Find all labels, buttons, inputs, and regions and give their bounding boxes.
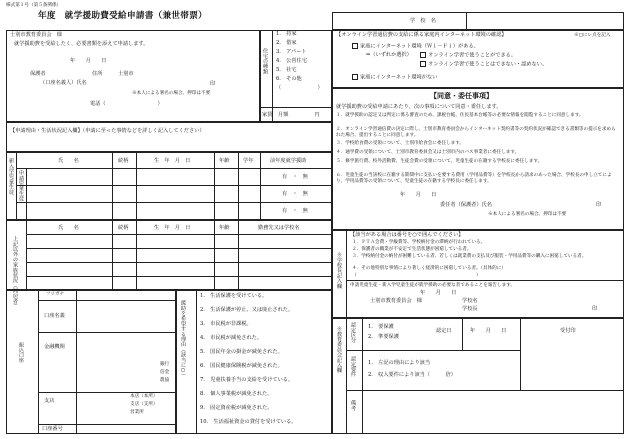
bank-type-1[interactable]: 銀行 xyxy=(160,362,170,367)
checkbox-icon xyxy=(420,52,426,58)
application-date: 年 月 日 xyxy=(70,58,107,64)
bank-institution-label: 金融機関 xyxy=(44,344,65,350)
board-kubun-label: 認定区分 xyxy=(350,322,356,343)
children-header-grade: 学年 xyxy=(243,158,254,164)
rent-label: 家賃 xyxy=(262,112,273,118)
delegator-seal: 印 xyxy=(596,202,602,208)
bank-kana-label: フリガナ xyxy=(46,292,65,297)
school-name-box xyxy=(332,12,624,30)
board-kubun-2[interactable]: 2. 準要保護 xyxy=(368,334,399,340)
household-header-name: 氏 名 xyxy=(58,225,79,231)
children-header-relation: 続柄 xyxy=(118,158,129,164)
address-value[interactable]: 士別市 xyxy=(118,71,134,77)
address-label: 住所 xyxy=(92,71,103,77)
household-header-birth: 生 年 月 日 xyxy=(154,225,191,231)
principal-recommend: 申請児童生徒・新入学児童生徒が就学援助の必要な者であることを報告します。 xyxy=(350,283,516,288)
children-row-label: 申請児童生徒 xyxy=(18,170,24,202)
consent-sign-note: ※本人による署名の場合、押印は不要 xyxy=(488,212,567,217)
household-side-label: 上記以外の家族状況（同居者） xyxy=(12,236,18,309)
board-youken-label: 認定要件 xyxy=(350,356,356,377)
online-mark-note: ※□にレ点を記入 xyxy=(574,33,611,38)
online-title: 【オンライン学習通信費の支給に係る家庭内インターネット環境の確認】 xyxy=(336,32,507,38)
children-side-label: 新入学児童生徒 xyxy=(8,158,14,195)
household-header-relation: 続柄 xyxy=(118,225,129,231)
checkbox-icon xyxy=(352,43,358,49)
consent-date[interactable]: 年 月 日 xyxy=(400,192,437,198)
online-option-1b[interactable]: オンライン学習で使うことはできない・認めない。 xyxy=(420,61,547,68)
reason-title: 【申請理由・生活状況記入欄】（申請に至った事情などを詳しく記入してください） xyxy=(10,128,205,134)
board-side-label: ※教育委員会記入欄 xyxy=(336,326,342,373)
branch-type-3[interactable]: 営業所 xyxy=(130,410,144,415)
household-header-age: 年齢 xyxy=(219,225,230,231)
branch-type-1[interactable]: 本店（本所） xyxy=(130,394,158,399)
bank-account-label: 口座番号 xyxy=(42,426,63,432)
aid-reasons-side-label: 援助を希望する理由（該当に○） xyxy=(180,300,186,379)
principal-addressee: 士別市教育委員会 様 xyxy=(370,298,422,304)
bank-branch-label: 支店 xyxy=(44,398,55,404)
board-youken-1[interactable]: 1. 左記の理由により該当 xyxy=(368,360,431,366)
guardian-sign-note: ※本人による署名の場合、押印は不要 xyxy=(132,91,211,96)
online-option-1a[interactable]: オンライン学習で使うことができる。 xyxy=(420,52,516,59)
bank-type-2[interactable]: 信金 xyxy=(160,370,170,375)
rent-field[interactable]: 月額 円 xyxy=(278,112,320,118)
children-header-prev-aid: 前年度就学援助 xyxy=(270,158,307,164)
board-receipt-stamp: 受付印 xyxy=(560,328,576,334)
guardian-seal: 印 xyxy=(210,81,216,87)
principal-school: 学校名 xyxy=(462,298,478,304)
children-row-3-aid[interactable]: 有 ・ 無 xyxy=(282,208,308,214)
principal-title: 【該当がある場合は番号を○で囲んでください】 xyxy=(350,232,464,238)
school-name-label: 学 校 名 xyxy=(410,18,436,24)
branch-type-2[interactable]: 支店（支所） xyxy=(130,402,158,407)
board-kubun-1[interactable]: 1. 要保護 xyxy=(368,324,394,330)
application-form: 様式第１号（第５条関係） 年度 就学援助費受給申請書（兼世帯票） 学 校 名 士別市教育委員会 様 就学援助費を受給したく、必要書類を添えて申請します。 年 月 日 保護者 住所 士別市 （口座名義人）氏名 印 ※本人による署名の場合、押印は不要 電話（ ） 住宅の種類 1. 持家 2. 借家 3. アパート 4. 公営住宅 5. 社宅 6. その他 （ ） 家賃 月額 円 【オンライン学習通信費の支給に係る家庭内インターネット環境の確認】 ※□にレ点を記入 家庭にインターネット環境（Ｗｉ－Ｆｉ）がある。 ⇒（いずれか選択） オンライン学習で使うことができる。 オンライン学習で使うことはできない・認めない。 家庭にインターネット環境がない 【同意・委任事項】 就学援助費の受給申請にあたり、次の事項について同意・委任します。 １．就学援助の認定又は判定に係る審査のため、課税台帳、住民基本台帳等の必要な情報を閲覧することに同意します。 ２．オンライン学習通信費の決定に際し、士別市教育委員会からインターネット契約書等の契約状況が確認できる書類等の提示を求められた場合、提出することに同意します。 ３．学校給食費の受領について、士別市給食会に委任します。 ４．通学費の受領について、士別市教育委員会又は士別市内のバス事業者に委任します。 ５．修学旅行費、校外活動費、生徒会費の受領について、児童生徒の在籍する学校長に委任します。 ６．児童生徒の当該校に在籍する期間中に支払いを要する費用（学用品費等）を学校長から請求のあった場合、学校長の申し立てにより、学用品費等の受領について、児童生徒の在籍する学校長に委任します。 年 月 日 委任者（保護者）氏名 印 ※本人による署名の場合、押印は不要 【申請理由・生活状況記入欄】（申請に至った事情などを詳しく記入してください） 新入学児童生徒 氏 名 続柄 生 年 月 日 年齢 学年 前年度就学援助 申請児童生徒 有 ・ 無 有 ・ 無 有 ・ 無 上記以外の家族状況（同居者） 氏 名 続柄 生 年 月 日 年齢 勤務先又は学校名 ※学校長記入欄 【該当がある場合は番号を○で囲んでください】 １．ＰＴＡ会費・学級費等、学校納付金の滞納が行われている。 ２．保護者の職業が不安定で生活状態が困窮している者。 ３．学校納付金の納付が困難している者、若しくは就業費の支払及び服装・学用品費等の購入に困窮している者。 ４．その他特別な事情により著しく経済的に困窮している者。（具体的に） （ ） 申請児童生徒・新入学児童生徒が就学援助の必要な者であることを報告します。 年 月 日 士別市教育委員会 様 学校名 学校長 印 振込口座 フリガナ 口座名義 金融機関 銀行 信金 農協 支店 本店（本所） 支店（支所） 営業所 口座番号 援助を希望する理由（該当に○） 1. 生活保護を受けている。 2. 生活保護が停止、又は廃止された。 3. 市民税が非課税。 4. 市民税が減免された。 5. 国民年金の掛金が減免された。 6. 国民健康保険税が減免された。 7. 児童扶養手当の支給を受けている。 8. 個人事業税が減免された。 9. 固定資産税が減免された。 10. 生活福祉資金の貸付を受けている。 ※教育委員会記入欄 認定区分 1. 要保護 2. 準要保護 認定日 年 月 日 受付印 認定要件 1. 左記の理由により該当 2. 収入要件により該当（ 倍） 備考 xyxy=(0,0,630,439)
housing-label: 住宅の種類 xyxy=(262,48,268,74)
consent-lead: 就学援助費の受給申請にあたり、次の事項について同意・委任します。 xyxy=(336,104,502,110)
guardian-name-label: （口座名義人）氏名 xyxy=(40,80,87,86)
children-header-age: 年齢 xyxy=(219,158,230,164)
bank-type-3[interactable]: 農協 xyxy=(160,378,170,383)
bank-side-label: 振込口座 xyxy=(18,342,24,363)
phone-field[interactable]: 電話（ ） xyxy=(90,101,163,107)
form-number: 様式第１号（第５条関係） xyxy=(6,3,62,8)
reason-box[interactable] xyxy=(6,122,332,152)
household-header-workplace: 勤務先又は学校名 xyxy=(258,225,300,231)
online-option-1[interactable]: 家庭にインターネット環境（Ｗｉ－Ｆｉ）がある。 xyxy=(352,43,479,50)
principal-side-label: ※学校長記入欄 xyxy=(336,252,342,289)
intro-text: 就学援助費を受給したく、必要書類を添えて申請します。 xyxy=(14,41,149,47)
form-title: 年度 就学援助費受給申請書（兼世帯票） xyxy=(38,11,207,21)
board-remarks-label: 備考 xyxy=(350,400,356,411)
online-choice-note: ⇒（いずれか選択） xyxy=(366,52,412,58)
children-header-birth: 生 年 月 日 xyxy=(154,158,191,164)
addressee: 士別市教育委員会 様 xyxy=(10,32,62,38)
children-row-2-aid[interactable]: 有 ・ 無 xyxy=(282,191,308,197)
principal-head: 学校長 xyxy=(462,306,478,312)
bank-holder-label: 口座名義 xyxy=(44,313,65,319)
board-date-value[interactable]: 年 月 日 xyxy=(470,328,507,334)
online-option-2[interactable]: 家庭にインターネット環境がない xyxy=(352,74,437,81)
children-row-1-aid[interactable]: 有 ・ 無 xyxy=(282,174,308,180)
children-header-name: 氏 名 xyxy=(58,158,79,164)
guardian-label: 保護者 xyxy=(30,71,46,77)
bank-box xyxy=(6,290,176,434)
delegator-label: 委任者（保護者）氏名 xyxy=(440,202,492,208)
checkbox-icon xyxy=(352,74,358,80)
board-date-label: 認定日 xyxy=(436,328,452,334)
principal-seal: 印 xyxy=(592,306,598,312)
consent-title: 【同意・委任事項】 xyxy=(430,91,493,100)
checkbox-icon xyxy=(420,61,426,67)
board-youken-2[interactable]: 2. 収入要件により該当（ 倍） xyxy=(368,372,456,378)
principal-date[interactable]: 年 月 日 xyxy=(420,290,457,296)
